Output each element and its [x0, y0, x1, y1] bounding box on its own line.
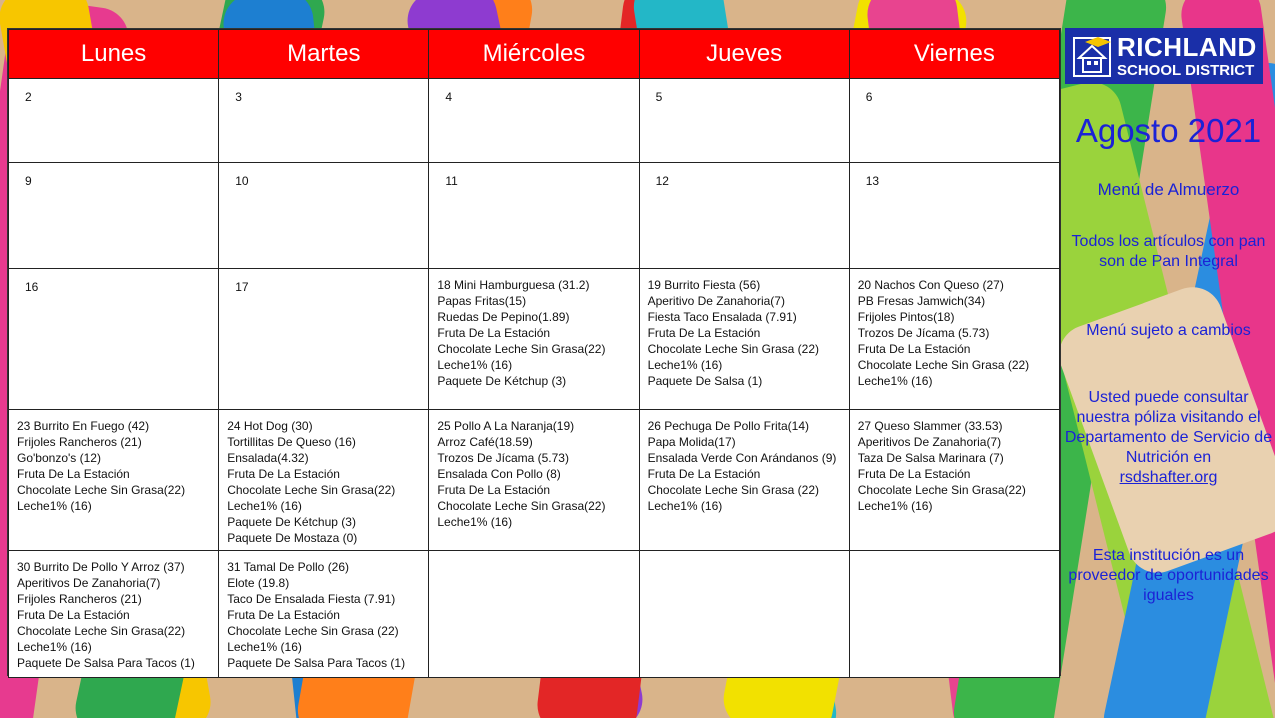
menu-item: Chocolate Leche Sin Grasa (22) [647, 483, 819, 497]
menu-item: Fiesta Taco Ensalada (7.91) [647, 310, 797, 324]
menu-item: Chocolate Leche Sin Grasa(22) [857, 483, 1026, 497]
menu-item: Leche1% (16) [857, 374, 933, 388]
menu-item: Leche1% (16) [17, 499, 92, 513]
day-number: 5 [655, 90, 663, 104]
whole-grain-note: Todos los artículos con pan son de Pan Integral [1071, 233, 1266, 270]
menu-item: Fruta De La Estación [17, 608, 130, 622]
calendar-day-cell [219, 163, 429, 269]
logo-title: RICHLAND [1117, 32, 1257, 62]
menu-item: Frijoles Pintos(18) [857, 310, 955, 324]
menu-item: Trozos De Jícama (5.73) [437, 451, 569, 465]
menu-item: Paquete De Kétchup (3) [227, 515, 356, 529]
website-link[interactable]: rsdshafter.org [1119, 469, 1218, 486]
day-number: 16 [25, 280, 39, 294]
menu-item: Aperitivo De Zanahoria(7) [647, 294, 785, 308]
menu-item: Fruta De La Estación [857, 342, 971, 356]
calendar-day-cell [429, 551, 639, 678]
calendar-day-cell [9, 79, 219, 163]
menu-item: Leche1% (16) [227, 640, 302, 654]
menu-item: Ensalada(4.32) [227, 451, 309, 465]
menu-item: Go'bonzo's (12) [17, 451, 101, 465]
menu-item: Papa Molida(17) [647, 435, 736, 449]
day-number: 17 [235, 280, 249, 294]
menu-item: Fruta De La Estación [227, 467, 340, 481]
menu-item: 18 Mini Hamburguesa (31.2) [437, 278, 590, 292]
menu-item: Leche1% (16) [17, 640, 92, 654]
menu-item: Leche1% (16) [227, 499, 302, 513]
menu-item: Paquete De Salsa Para Tacos (1) [17, 656, 195, 670]
menu-item: Fruta De La Estación [227, 608, 340, 622]
menu-item: Elote (19.8) [227, 576, 290, 590]
calendar-day-cell [639, 79, 849, 163]
calendar-day-cell [849, 551, 1059, 678]
menu-item: Aperitivos De Zanahoria(7) [857, 435, 1002, 449]
menu-item: Chocolate Leche Sin Grasa(22) [17, 624, 186, 638]
calendar-week-row [9, 163, 1060, 269]
calendar-week-row [9, 410, 1060, 551]
month-title: Agosto 2021 [1075, 112, 1262, 149]
menu-item: PB Fresas Jamwich(34) [857, 294, 986, 308]
menu-item: Chocolate Leche Sin Grasa(22) [437, 499, 606, 513]
logo-subtitle: SCHOOL DISTRICT [1117, 62, 1255, 79]
header-monday: Lunes [9, 30, 219, 79]
menu-item: Fruta De La Estación [17, 467, 130, 481]
menu-item: 27 Queso Slammer (33.53) [857, 419, 1003, 433]
menu-item: Papas Fritas(15) [437, 294, 527, 308]
info-sidebar [1062, 28, 1275, 718]
calendar-day-cell [639, 269, 849, 410]
day-number: 4 [445, 90, 453, 104]
menu-item: Frijoles Rancheros (21) [17, 592, 142, 606]
day-number: 2 [25, 90, 32, 104]
menu-item: Chocolate Leche Sin Grasa(22) [17, 483, 186, 497]
day-number: 11 [445, 174, 458, 188]
day-number: 3 [235, 90, 242, 104]
menu-item: Chocolate Leche Sin Grasa (22) [227, 624, 399, 638]
menu-item: Leche1% (16) [437, 358, 513, 372]
calendar-day-cell [219, 269, 429, 410]
calendar-day-cell [9, 163, 219, 269]
day-number: 12 [655, 174, 669, 188]
calendar-day-cell [219, 79, 429, 163]
menu-item: Chocolate Leche Sin Grasa (22) [857, 358, 1030, 372]
menu-item: Fruta De La Estación [857, 467, 971, 481]
menu-item: Arroz Café(18.59) [437, 435, 533, 449]
calendar-week-row [9, 551, 1060, 678]
menu-item: 26 Pechuga De Pollo Frita(14) [647, 419, 809, 433]
menu-item: Leche1% (16) [647, 358, 723, 372]
menu-item: Frijoles Rancheros (21) [17, 435, 142, 449]
menu-item: Paquete De Salsa (1) [647, 374, 763, 388]
calendar-day-cell [429, 79, 639, 163]
menu-calendar [7, 28, 1061, 676]
weekday-header-row [9, 30, 1060, 79]
menu-item: Tortillitas De Queso (16) [227, 435, 356, 449]
calendar-day-cell [429, 410, 639, 551]
calendar-week-row [9, 79, 1060, 163]
calendar-day-cell [9, 410, 219, 551]
menu-item: Trozos De Jícama (5.73) [857, 326, 990, 340]
menu-item: Ensalada Con Pollo (8) [437, 467, 561, 481]
header-tuesday: Martes [219, 30, 429, 79]
calendar-day-cell [219, 410, 429, 551]
calendar-day-cell [849, 269, 1059, 410]
menu-item: Taza De Salsa Marinara (7) [857, 451, 1004, 465]
menu-title: Menú de Almuerzo [1097, 180, 1240, 199]
menu-item: Paquete De Kétchup (3) [437, 374, 567, 388]
school-house-icon [1071, 32, 1113, 80]
calendar-day-cell [639, 163, 849, 269]
calendar-day-cell [849, 163, 1059, 269]
header-friday: Viernes [849, 30, 1059, 79]
calendar-week-row [9, 269, 1060, 410]
menu-item: 31 Tamal De Pollo (26) [227, 560, 350, 574]
equal-opportunity-note: Esta institución es un proveedor de oportunidades iguales [1068, 547, 1269, 604]
policy-note [1062, 388, 1275, 488]
menu-item: Taco De Ensalada Fiesta (7.91) [227, 592, 396, 606]
menu-item: Leche1% (16) [437, 515, 513, 529]
header-thursday: Jueves [639, 30, 849, 79]
menu-item: Chocolate Leche Sin Grasa (22) [647, 342, 819, 356]
day-number: 9 [25, 174, 32, 188]
menu-item: Chocolate Leche Sin Grasa(22) [437, 342, 606, 356]
calendar-table [8, 29, 1060, 678]
calendar-day-cell [639, 551, 849, 678]
menu-item: Ensalada Verde Con Arándanos (9) [647, 451, 837, 465]
day-number: 13 [865, 174, 880, 188]
menu-item: Leche1% (16) [857, 499, 933, 513]
menu-item: 30 Burrito De Pollo Y Arroz (37) [17, 560, 185, 574]
menu-item: Fruta De La Estación [647, 326, 761, 340]
policy-text: Usted puede consultar nuestra póliza visitando el Departamento de Servicio de Nutrición en [1064, 389, 1273, 466]
menu-item: 20 Nachos Con Queso (27) [857, 278, 1004, 292]
calendar-day-cell [429, 269, 639, 410]
calendar-day-cell [849, 79, 1059, 163]
menu-item: 23 Burrito En Fuego (42) [17, 419, 150, 433]
district-logo [1065, 28, 1263, 84]
menu-item: 25 Pollo A La Naranja(19) [437, 419, 575, 433]
header-wednesday: Miércoles [429, 30, 639, 79]
calendar-day-cell [639, 410, 849, 551]
calendar-day-cell [9, 551, 219, 678]
menu-item: Fruta De La Estación [437, 483, 551, 497]
calendar-day-cell [429, 163, 639, 269]
menu-item: 19 Burrito Fiesta (56) [647, 278, 761, 292]
menu-item: Aperitivos De Zanahoria(7) [17, 576, 161, 590]
menu-item: Leche1% (16) [647, 499, 723, 513]
menu-item: Chocolate Leche Sin Grasa(22) [227, 483, 396, 497]
calendar-day-cell [9, 269, 219, 410]
menu-item: Paquete De Mostaza (0) [227, 531, 358, 545]
menu-item: Fruta De La Estación [647, 467, 761, 481]
menu-item: Ruedas De Pepino(1.89) [437, 310, 570, 324]
day-number: 10 [235, 174, 249, 188]
menu-item: Fruta De La Estación [437, 326, 551, 340]
menu-item: Paquete De Salsa Para Tacos (1) [227, 656, 406, 670]
subject-to-change-note: Menú sujeto a cambios [1086, 322, 1251, 339]
calendar-day-cell [219, 551, 429, 678]
calendar-day-cell [849, 410, 1059, 551]
menu-item: 24 Hot Dog (30) [227, 419, 313, 433]
day-number: 6 [865, 90, 873, 104]
